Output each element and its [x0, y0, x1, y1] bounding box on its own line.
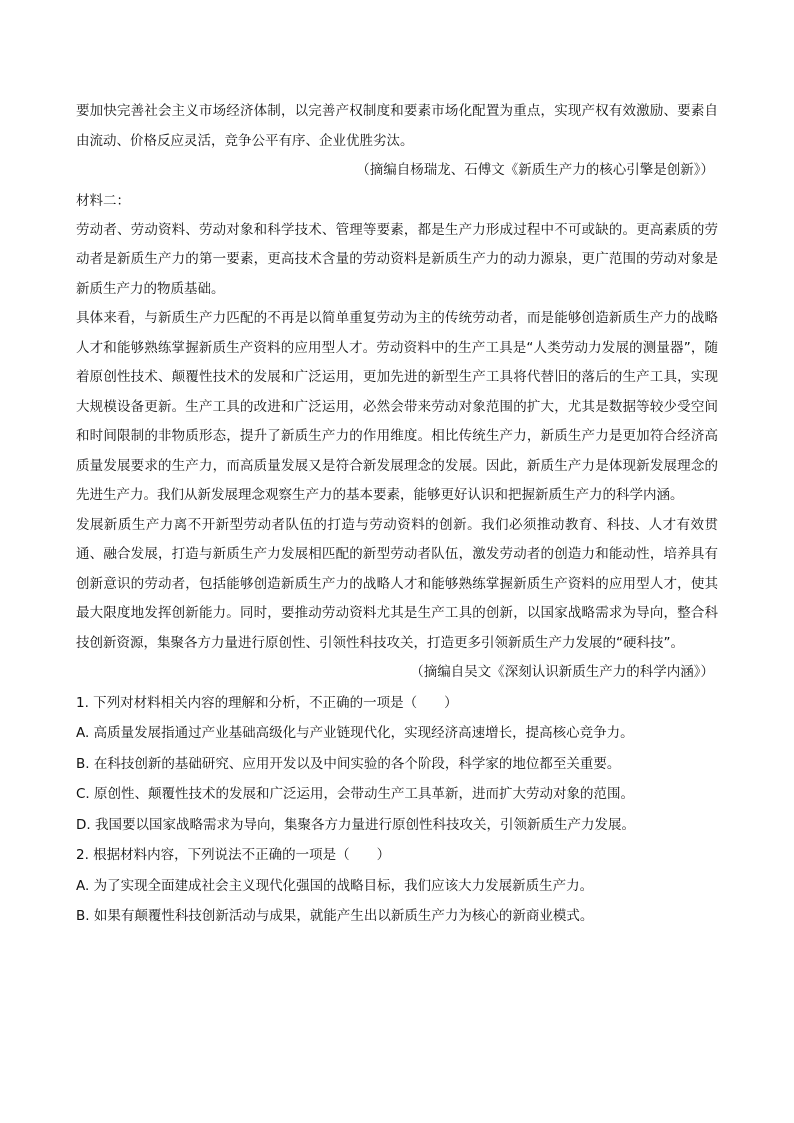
question-one-option-c: C. 原创性、颠覆性技术的发展和广泛运用，会带动生产工具革新，进而扩大劳动对象的范围。	[76, 786, 635, 802]
document-body	[76, 97, 718, 932]
intro-paragraph: 要加快完善社会主义市场经济体制，以完善产权制度和要素市场化配置为重点，实现产权有效激励、要素自由流动、价格反应灵活，竞争公平有序、企业优胜劣汰。	[76, 103, 718, 149]
source-citation-one: （摘编自杨瑞龙、石傅文《新质生产力的核心引擎是创新》）	[356, 162, 714, 178]
question-two-option-b: B. 如果有颠覆性科技创新活动与成果，就能产生出以新质生产力为核心的新商业模式。	[76, 908, 594, 924]
question-two-stem: 2. 根据材料内容，下列说法不正确的一项是（ ）	[76, 847, 391, 863]
source-citation-two: （摘编自吴文《深刻认识新质生产力的科学内涵》）	[410, 664, 714, 680]
question-one-option-d: D. 我国要以国家战略需求为导向，集聚各方力量进行原创性科技攻关，引领新质生产力发展。	[76, 816, 635, 833]
material-two-paragraph-3: 发展新质生产力离不开新型劳动者队伍的打造与劳动资料的创新。我们必须推动教育、科技、人才有效贯通、融合发展，打造与新质生产力发展相匹配的新型劳动者队伍，激发劳动者的创造力和能动性，培养具有创新意识的劳动者，包括能够创造新质生产力的战略人才和能够熟练掌握新质生产资料的应用型人才，使其最大限度地发挥创新能力。同时，要推动劳动资料尤其是生产工具的创新，以国家战略需求为导向，整合科技创新资源，集聚各方力量进行原创性、引领性科技攻关，打造更多引领新质生产力发展的“硬科技”。	[76, 516, 718, 651]
question-two-option-a: A. 为了实现全面建成社会主义现代化强国的战略目标，我们应该大力发展新质生产力。	[76, 877, 594, 894]
material-two-paragraph-2: 具体来看，与新质生产力匹配的不再是以简单重复劳动为主的传统劳动者，而是能够创造新质生产力的战略人才和能够熟练掌握新质生产资料的应用型人才。劳动资料中的生产工具是“人类劳动力发展的测量器”，随着原创性技术、颠覆性技术的发展和广泛运用，更加先进的新型生产工具将代替旧的落后的生产工具，实现大规模设备更新。生产工具的改进和广泛运用，必然会带来劳动对象范围的扩大，尤其是数据等较少受空间和时间限制的非物质形态，提升了新质生产力的作用维度。相比传统生产力，新质生产力是更加符合经济高质量发展要求的生产力，而高质量发展又是符合新发展理念的发展。因此，新质生产力是体现新发展理念的先进生产力。我们从新发展理念观察生产力的基本要素，能够更好认识和把握新质生产力的科学内涵。	[76, 310, 718, 503]
question-one-option-b: B. 在科技创新的基础研究、应用开发以及中间实验的各个阶段，科学家的地位都至关重要。	[76, 755, 621, 772]
material-two-paragraph-1: 劳动者、劳动资料、劳动对象和科学技术、管理等要素，都是生产力形成过程中不可或缺的。更高素质的劳动者是新质生产力的第一要素，更高技术含量的劳动资料是新质生产力的动力源泉，更广范围的劳动对象是新质生产力的物质基础。	[76, 221, 718, 297]
question-one-stem: 1. 下列对材料相关内容的理解和分析，不正确的一项是（ ）	[76, 694, 458, 711]
material-two-heading: 材料二：	[76, 192, 130, 209]
question-one-option-a: A. 高质量发展指通过产业基础高级化与产业链现代化，实现经济高速增长，提高核心竞争力。	[76, 725, 634, 741]
